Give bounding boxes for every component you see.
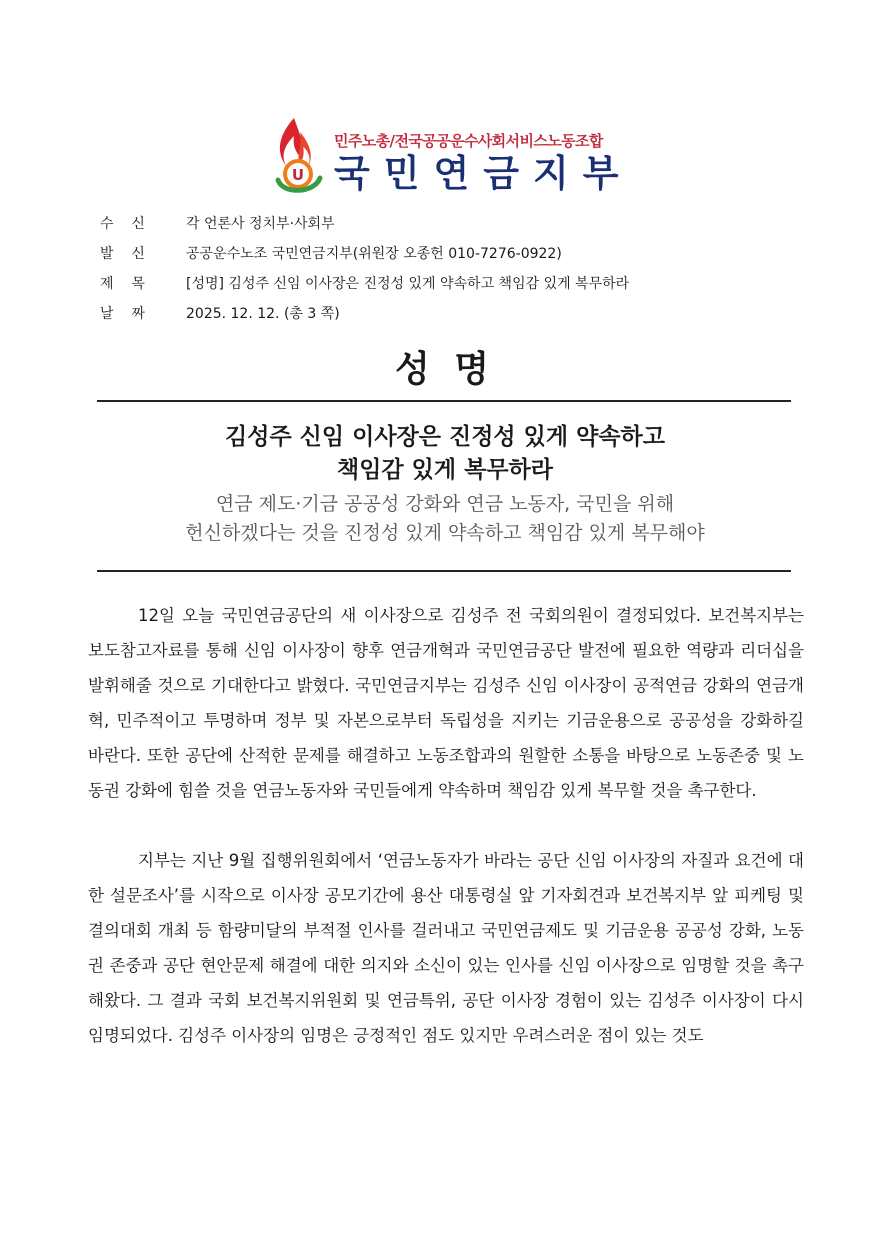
meta-date-row xyxy=(100,298,629,328)
body-paragraph: 지부는 지난 9월 집행위원회에서 ‘연금노동자가 바라는 공단 신임 이사장의 자질과 요건에 대한 설문조사’를 시작으로 이사장 공모기간에 용산 대통령실 앞 기자회견과 보건복지부 앞 피케팅 및 결의대회 개최 등 함량미달의 부적절 인사를 걸러내고 국민연금제도 및 기금운용 공공성 강화, 노동권 존중과 공단 현안문제 해결에 대한 의지와 소신이 있는 인사를 신임 이사장으로 임명할 것을 촉구해왔다. 그 결과 국회 보건복지위원회 및 연금특위, 공단 이사장 경험이 있는 김성주 이사장이 다시 임명되었다. 김성주 이사장의 임명은 긍정적인 점도 있지만 우려스러운 점이 있는 것도 xyxy=(88,851,804,1045)
meta-label: 날 짜 xyxy=(100,306,145,322)
headline xyxy=(0,421,890,487)
meta-value: 공공운수노조 국민연금지부(위원장 오종헌 010-7276-0922) xyxy=(186,246,562,262)
meta-label: 발 신 xyxy=(100,246,145,262)
svg-text:U: U xyxy=(291,166,305,184)
subheadline-line: 헌신하겠다는 것을 진정성 있게 약속하고 책임감 있게 복무해야 xyxy=(185,522,705,544)
subheadline-line: 연금 제도·기금 공공성 강화와 연금 노동자, 국민을 위해 xyxy=(215,493,675,515)
headline-line: 책임감 있게 복무하라 xyxy=(337,457,553,483)
meta-label: 수 신 xyxy=(100,216,145,232)
meta-label: 제 목 xyxy=(100,276,145,292)
meta-subject-row xyxy=(100,268,629,298)
statement-body xyxy=(88,598,804,1053)
meta-value: 각 언론사 정치부·사회부 xyxy=(186,216,335,232)
logo-name: 국민연금지부 xyxy=(334,152,633,195)
meta-sender-row xyxy=(100,238,629,268)
union-logo xyxy=(268,114,633,198)
meta-recipient-row xyxy=(100,208,629,238)
title-divider-top xyxy=(97,400,791,402)
meta-value: 2025. 12. 12. (총 3 쪽) xyxy=(186,306,340,322)
subheadline xyxy=(0,490,890,548)
title-divider-bottom xyxy=(97,570,791,572)
headline-line: 김성주 신임 이사장은 진정성 있게 약속하고 xyxy=(225,424,665,450)
meta-value: [성명] 김성주 신임 이사장은 진정성 있게 약속하고 책임감 있게 복무하라 xyxy=(186,276,630,292)
document-meta xyxy=(100,208,629,328)
logo-subtitle: 민주노총/전국공공운수사회서비스노동조합 xyxy=(334,132,603,150)
body-paragraph: 12일 오늘 국민연금공단의 새 이사장으로 김성주 전 국회의원이 결정되었다. 보건복지부는 보도참고자료를 통해 신임 이사장이 향후 연금개혁과 국민연금공단 발전에 필요한 역량과 리더십을 발휘해줄 것으로 기대한다고 밝혔다. 국민연금지부는 김성주 신임 이사장이 공적연금 강화의 연금개혁, 민주적이고 투명하며 정부 및 자본으로부터 독립성을 지키는 기금운용으로 공공성을 강화하길 바란다. 또한 공단에 산적한 문제를 해결하고 노동조합과의 원할한 소통을 바탕으로 노동존중 및 노동권 강화에 힘쓸 것을 연금노동자와 국민들에게 약속하며 책임감 있게 복무할 것을 촉구한다. xyxy=(88,606,804,800)
flame-emblem-icon xyxy=(268,114,328,198)
document-title: 성 명 xyxy=(394,349,496,390)
